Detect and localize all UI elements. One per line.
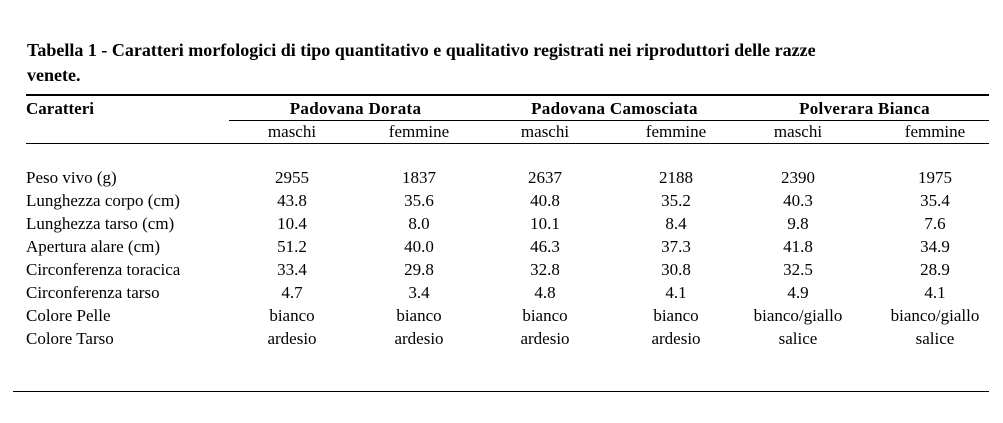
header-bottom-rule <box>26 143 989 144</box>
table-cell: 4.8 <box>534 283 556 302</box>
table-cell: 1837 <box>402 168 436 187</box>
table-cell: 33.4 <box>277 260 307 279</box>
table-cell: bianco <box>269 306 315 325</box>
group-header-padovana-dorata: Padovana Dorata <box>289 99 422 118</box>
table-cell: 4.1 <box>665 283 687 302</box>
table-top-rule <box>26 94 989 96</box>
table-cell: 10.1 <box>530 214 560 233</box>
table-cell: 3.4 <box>408 283 430 302</box>
row-label: Colore Tarso <box>26 329 114 348</box>
row-label: Lunghezza tarso (cm) <box>26 214 175 233</box>
table-cell: 10.4 <box>277 214 307 233</box>
table-cell: 4.7 <box>281 283 303 302</box>
table-cell: 43.8 <box>277 191 307 210</box>
table-cell: 2390 <box>781 168 815 187</box>
table-cell: bianco <box>522 306 568 325</box>
table-cell: ardesio <box>267 329 317 348</box>
subheader-maschi: maschi <box>773 122 823 141</box>
table-cell: 2955 <box>275 168 309 187</box>
table-cell: 4.1 <box>924 283 946 302</box>
table-cell: 40.3 <box>783 191 813 210</box>
table-cell: 40.0 <box>404 237 434 256</box>
table-cell: salice <box>778 329 818 348</box>
row-label: Circonferenza toracica <box>26 260 181 279</box>
table-cell: bianco/giallo <box>890 306 980 325</box>
table-cell: 34.9 <box>920 237 950 256</box>
table-cell: salice <box>915 329 955 348</box>
table-cell: 2188 <box>659 168 693 187</box>
table-cell: bianco <box>396 306 442 325</box>
table-cell: 46.3 <box>530 237 560 256</box>
table-cell: 7.6 <box>924 214 946 233</box>
table-cell: 4.9 <box>787 283 809 302</box>
row-label: Colore Pelle <box>26 306 111 325</box>
row-label: Circonferenza tarso <box>26 283 160 302</box>
table-cell: 32.8 <box>530 260 560 279</box>
table-cell: 41.8 <box>783 237 813 256</box>
table-cell: 30.8 <box>661 260 691 279</box>
table-cell: ardesio <box>394 329 444 348</box>
table-cell: 35.6 <box>404 191 434 210</box>
table-cell: 35.2 <box>661 191 691 210</box>
table-cell: ardesio <box>520 329 570 348</box>
table-cell: 2637 <box>528 168 562 187</box>
table-cell: bianco/giallo <box>753 306 843 325</box>
table-cell: 51.2 <box>277 237 307 256</box>
table-bottom-rule <box>13 391 989 392</box>
table-cell: bianco <box>653 306 699 325</box>
caption-line-2: venete. <box>27 65 81 85</box>
table-cell: 9.8 <box>787 214 809 233</box>
subheader-maschi: maschi <box>267 122 317 141</box>
table-cell: 8.0 <box>408 214 430 233</box>
table-cell: 8.4 <box>665 214 687 233</box>
table-caption <box>27 38 987 88</box>
table-cell: 29.8 <box>404 260 434 279</box>
header-caratteri: Caratteri <box>26 99 94 118</box>
group-header-polverara-bianca: Polverara Bianca <box>799 99 930 118</box>
subheader-femmine: femmine <box>388 122 450 141</box>
row-label: Peso vivo (g) <box>26 168 117 187</box>
table-cell: 40.8 <box>530 191 560 210</box>
table-cell: 35.4 <box>920 191 950 210</box>
subheader-femmine: femmine <box>904 122 966 141</box>
table-cell: 32.5 <box>783 260 813 279</box>
group-header-padovana-camosciata: Padovana Camosciata <box>531 99 698 118</box>
subheader-femmine: femmine <box>645 122 707 141</box>
subheader-maschi: maschi <box>520 122 570 141</box>
row-label: Lunghezza corpo (cm) <box>26 191 180 210</box>
row-label: Apertura alare (cm) <box>26 237 161 256</box>
caption-line-1: Tabella 1 - Caratteri morfologici di tipo quantitativo e qualitativo registrati nei riproduttori delle razze <box>27 40 816 60</box>
table-cell: 1975 <box>918 168 952 187</box>
table-cell: 37.3 <box>661 237 691 256</box>
table-cell: 28.9 <box>920 260 950 279</box>
table-cell: ardesio <box>651 329 701 348</box>
